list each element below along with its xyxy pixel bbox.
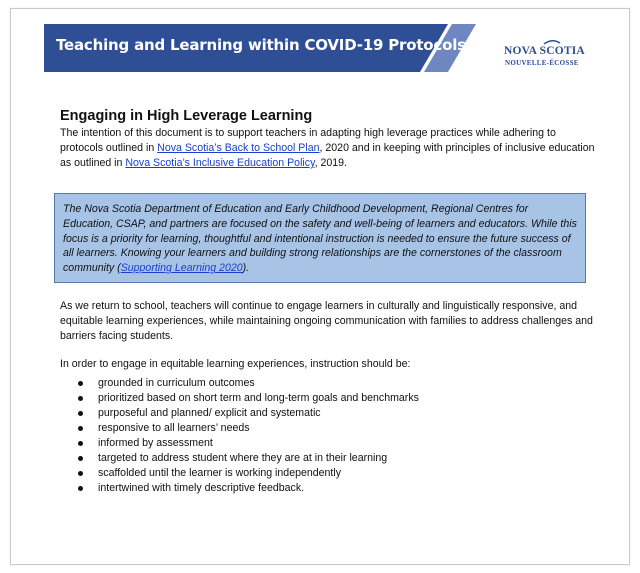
bullet-icon	[78, 426, 83, 431]
instruction-bullet-list	[78, 376, 598, 496]
list-item-text: responsive to all learners’ needs	[98, 422, 250, 434]
list-item	[78, 421, 598, 436]
return-to-school-paragraph: As we return to school, teachers will continue to engage learners in culturally and linguistically responsive, and equitable learning experiences, while maintaining ongoing communication with families to address challenges and barriers facing students.	[60, 300, 593, 342]
bullet-icon	[78, 396, 83, 401]
logo-text-english: NOVA SCOTIA	[504, 45, 585, 57]
instruction-intro-paragraph: In order to engage in equitable learning experiences, instruction should be:	[60, 358, 411, 370]
document-title: Teaching and Learning within COVID-19 Protocols, P-12	[56, 36, 514, 54]
logo-text-french: NOUVELLE-ÉCOSSE	[505, 59, 579, 67]
intro-paragraph	[60, 126, 600, 171]
list-item	[78, 376, 598, 391]
bullet-icon	[78, 456, 83, 461]
list-item	[78, 466, 598, 481]
intro-text-3: , 2019.	[314, 157, 347, 169]
section-heading: Engaging in High Leverage Learning	[60, 108, 313, 124]
list-item	[78, 436, 598, 451]
list-item-text: targeted to address student where they are at in their learning	[98, 452, 388, 464]
callout-text: The Nova Scotia Department of Education and Early Childhood Development, Regional Centres for Education, CSAP, and partners are focused on the safety and well-being of learners and educators. While this focus is a priority for learning, thoughtful and intentional instruction is needed to ensure the future success of all learners. Knowing your learners and building strong relationships are the cornerstones of the classroom community (	[63, 203, 577, 275]
list-item	[78, 451, 598, 466]
list-item	[78, 406, 598, 421]
back-to-school-plan-link[interactable]: Nova Scotia’s Back to School Plan	[157, 142, 320, 154]
list-item-text: scaffolded until the learner is working independently	[98, 467, 342, 479]
list-item	[78, 481, 598, 496]
list-item	[78, 391, 598, 406]
intro-text-2: , 2020 and in keeping with principles of inclusive education as outlined in	[60, 142, 595, 169]
list-item-text: intertwined with timely descriptive feedback.	[98, 482, 305, 494]
callout-suffix: ).	[242, 262, 250, 275]
bullet-icon	[78, 441, 83, 446]
bullet-icon	[78, 381, 83, 386]
bullet-icon	[78, 486, 83, 491]
nova-scotia-logo	[500, 38, 596, 72]
list-item-text: informed by assessment	[98, 437, 213, 449]
list-item-text: prioritized based on short term and long-term goals and benchmarks	[98, 392, 419, 404]
inclusive-education-policy-link[interactable]: Nova Scotia’s Inclusive Education Policy	[125, 157, 315, 169]
header-banner	[44, 24, 514, 72]
bullet-icon	[78, 471, 83, 476]
bullet-icon	[78, 411, 83, 416]
intro-text-1: The intention of this document is to support teachers in adapting high leverage practices while adhering to protocols outlined in	[60, 127, 556, 154]
callout-box	[54, 193, 586, 283]
list-item-text: grounded in curriculum outcomes	[98, 377, 255, 389]
supporting-learning-link[interactable]: Supporting Learning 2020	[120, 262, 243, 275]
list-item-text: purposeful and planned/ explicit and systematic	[98, 407, 321, 419]
